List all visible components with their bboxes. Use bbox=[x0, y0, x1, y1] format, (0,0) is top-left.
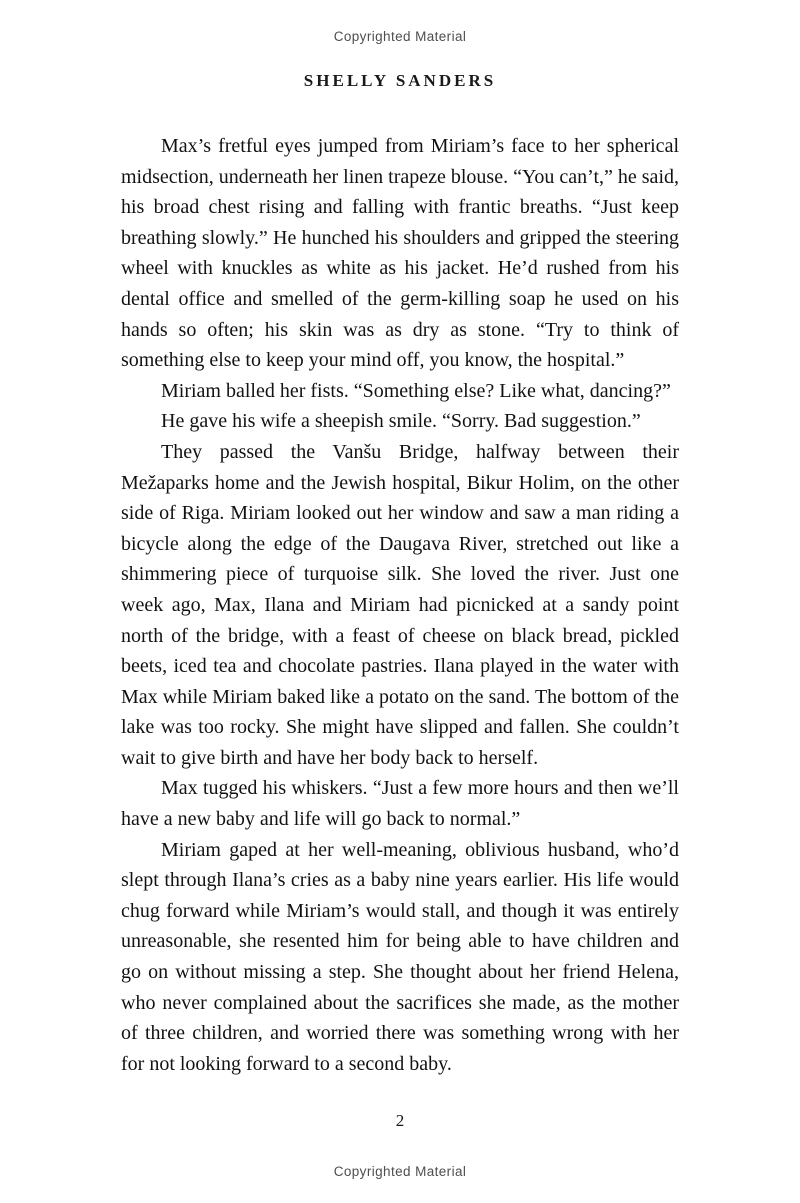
copyright-notice-top: Copyrighted Material bbox=[333, 29, 467, 44]
copyright-notice-bottom: Copyrighted Material bbox=[333, 1164, 467, 1179]
paragraph: Max’s fretful eyes jumped from Miriam’s face to her spherical midsection, underneath her linen trapeze blouse. “You can’t,” he said, his broad chest rising and falling with frantic breaths. “Just keep breathing slowly.” He hunched his shoulders and gripped the steering wheel with knuckles as white as his jacket. He’d rushed from his dental office and smelled of the germ-killing soap he used on his hands so often; his skin was as dry as stone. “Try to think of something else to keep your mind off, you know, the hospital.” bbox=[121, 135, 679, 372]
body-text bbox=[121, 131, 679, 1079]
author-running-header: SHELLY SANDERS bbox=[303, 71, 497, 90]
page-number: 2 bbox=[395, 1111, 405, 1130]
paragraph: He gave his wife a sheepish smile. “Sorry. Bad suggestion.” bbox=[161, 410, 641, 433]
paragraph: Miriam gaped at her well-meaning, oblivious husband, who’d slept through Ilana’s cries as a baby nine years earlier. His life would chug forward while Miriam’s would stall, and though it was entirely unreasonable, she resented him for being able to have children and go on without missing a step. She thought about her friend Helena, who never complained about the sacrifices she made, as the mother of three children, and worried there was something wrong with her for not looking forward to a second baby. bbox=[121, 838, 679, 1075]
paragraph: They passed the Vanšu Bridge, halfway between their Mežaparks home and the Jewish hospital, Bikur Holim, on the other side of Riga. Miriam looked out her window and saw a man riding a bicycle along the edge of the Daugava River, stretched out like a shimmering piece of turquoise silk. She loved the river. Just one week ago, Max, Ilana and Miriam had picnicked at a sandy point north of the bridge, with a feast of cheese on black bread, pickled beets, iced tea and chocolate pastries. Ilana played in the water with Max while Miriam baked like a potato on the sand. The bottom of the lake was too rocky. She might have slipped and fallen. She couldn’t wait to give birth and have her body back to herself. bbox=[121, 440, 679, 769]
paragraph: Max tugged his whiskers. “Just a few more hours and then we’ll have a new baby and life will go back to normal.” bbox=[121, 777, 679, 831]
paragraph: Miriam balled her fists. “Something else? Like what, dancing?” bbox=[161, 379, 671, 402]
